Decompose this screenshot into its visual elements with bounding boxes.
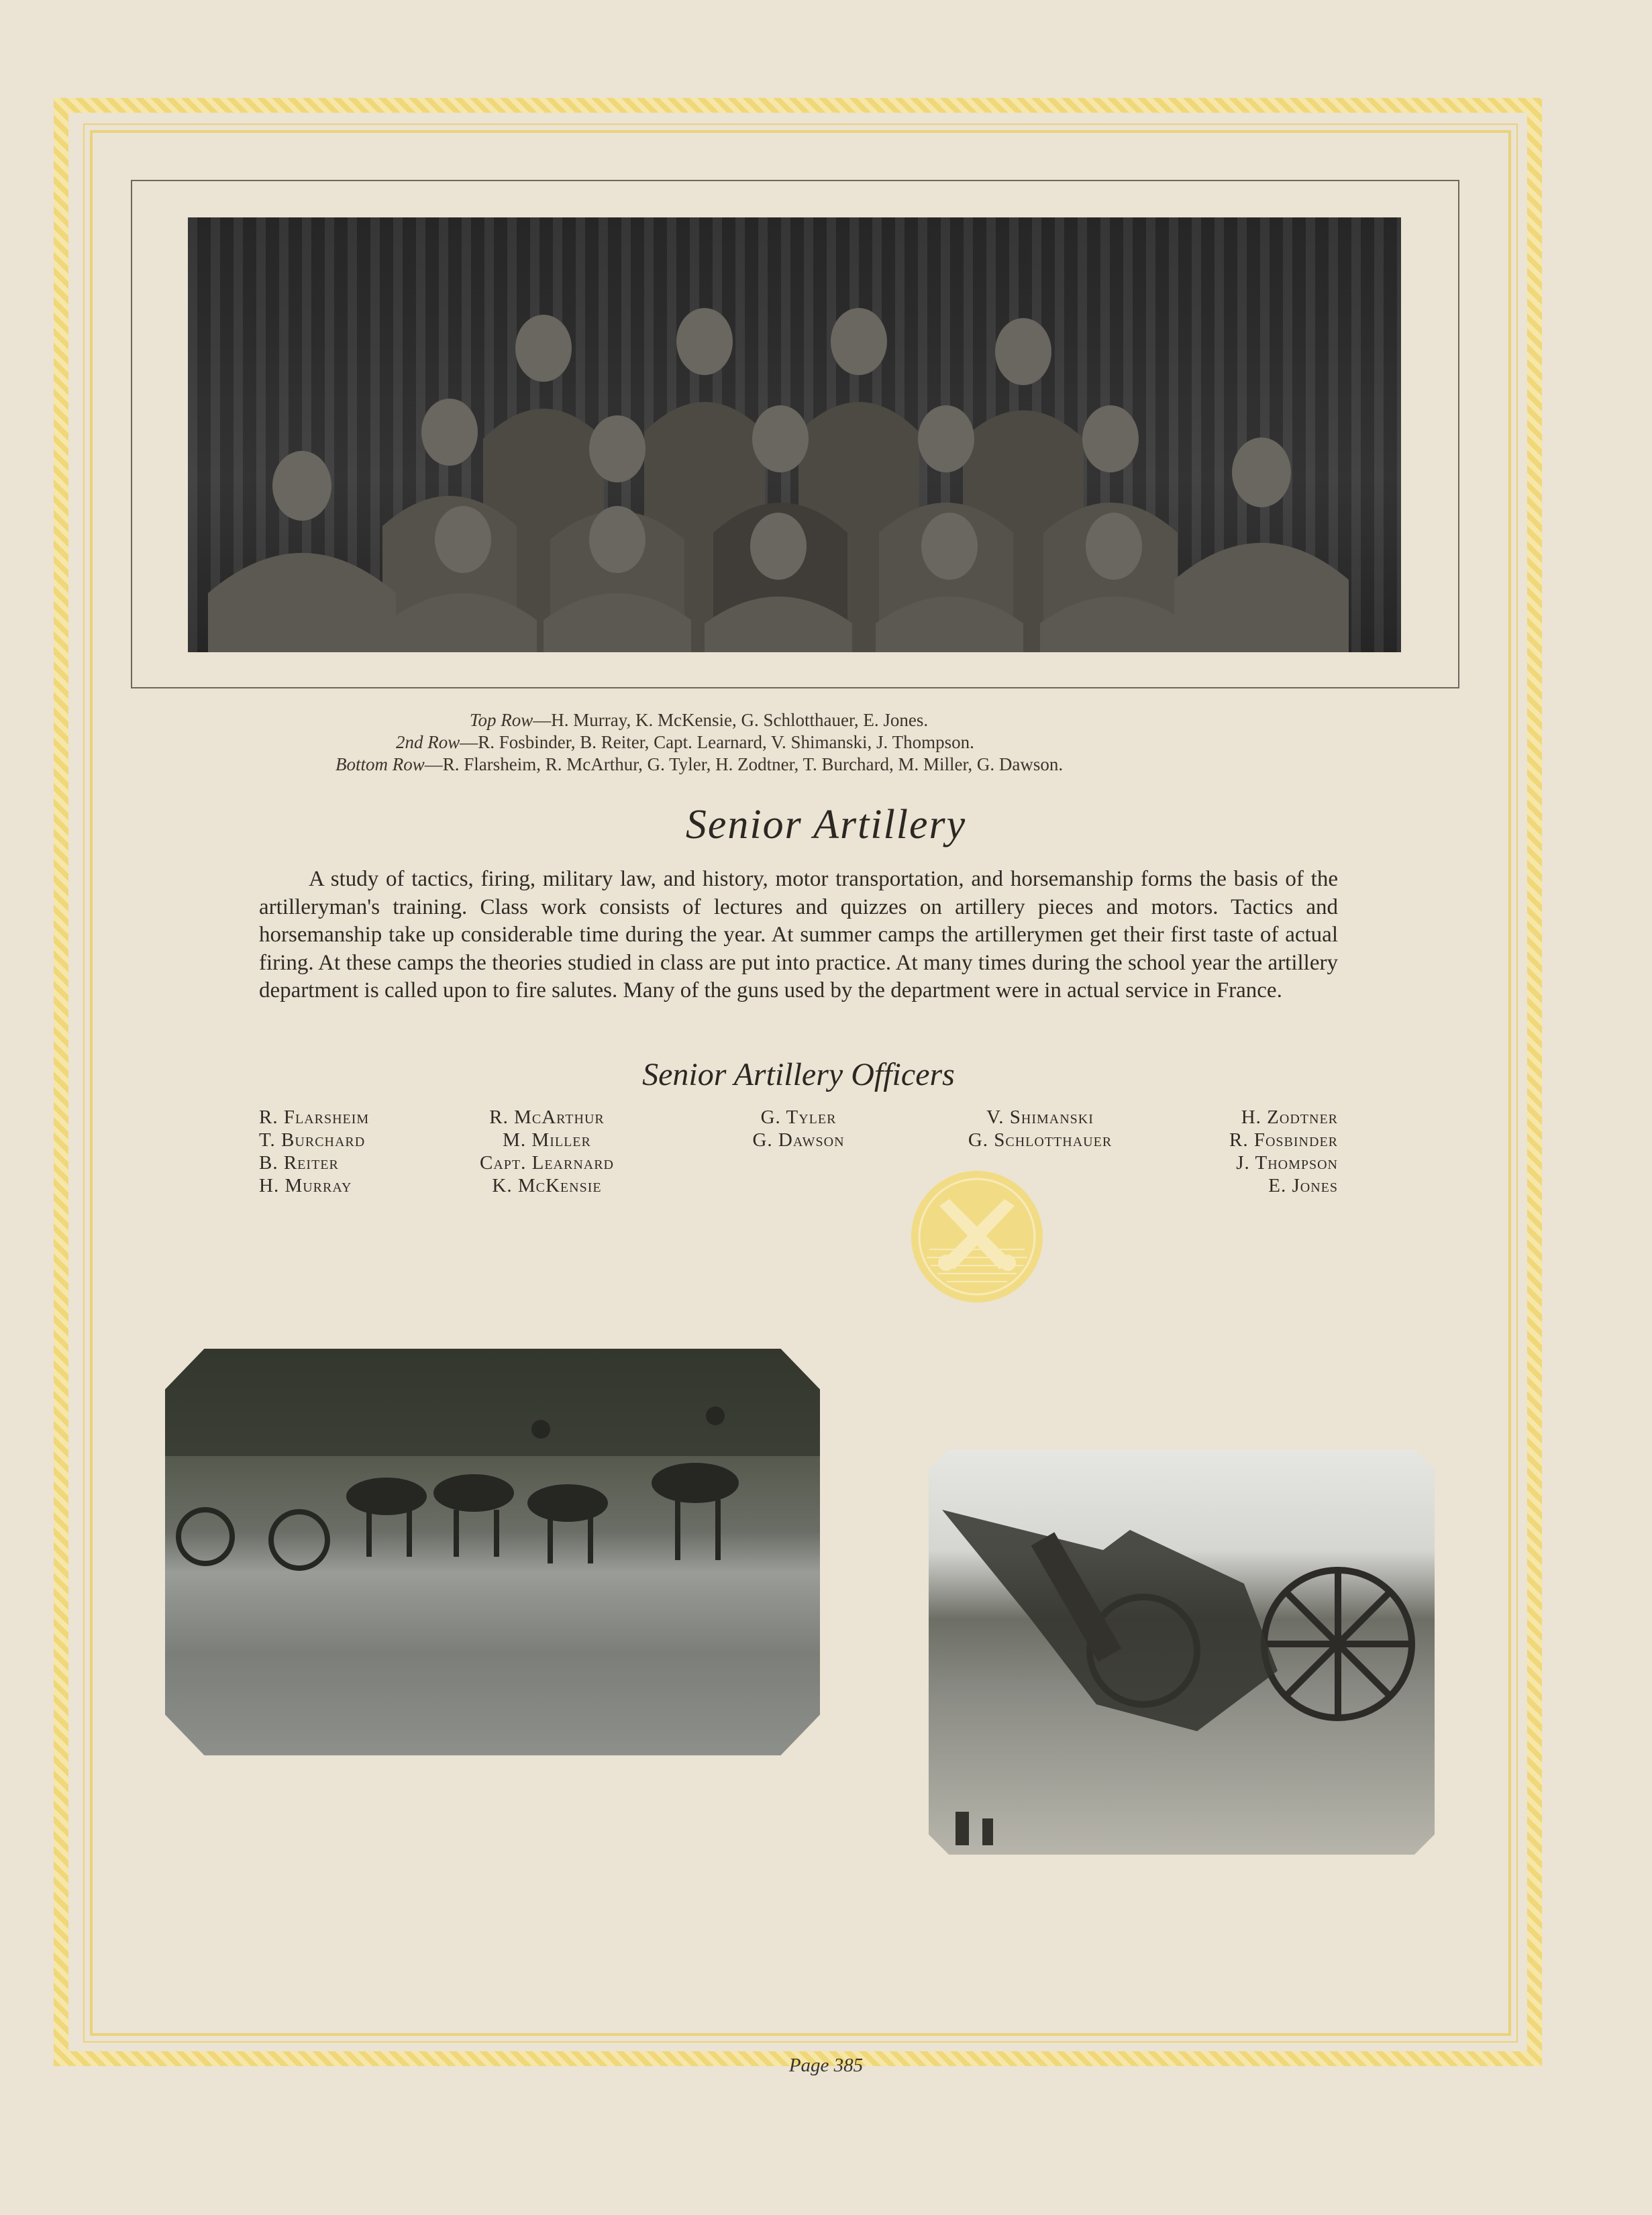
officers-column-5 (1170, 1106, 1338, 1197)
caption-top-row-names: —H. Murray, K. McKensie, G. Schlotthauer, E. Jones. (533, 710, 929, 730)
caption-second-row-names: —R. Fosbinder, B. Reiter, Capt. Learnard, V. Shimanski, J. Thompson. (460, 732, 974, 752)
crossed-cannons-emblem-icon (909, 1169, 1045, 1304)
body-paragraph (259, 866, 1338, 1005)
caption-bottom-row-names: —R. Flarsheim, R. McArthur, G. Tyler, H. Zodtner, T. Burchard, M. Miller, G. Dawson. (424, 754, 1064, 774)
caption-top-row-label: Top Row (470, 710, 533, 730)
officer-name: E. Jones (1268, 1175, 1338, 1196)
officer-name: K. McKensie (492, 1175, 602, 1196)
officer-name: T. Burchard (259, 1129, 366, 1151)
officer-name: H. Murray (259, 1175, 352, 1196)
page-number: Page 385 (788, 2055, 864, 2076)
officers-heading: Senior Artillery Officers (642, 1057, 955, 1092)
caption-second-row-label: 2nd Row (396, 732, 460, 752)
page-title: Senior Artillery (685, 802, 967, 847)
caption-second-row (396, 732, 974, 753)
officer-name: Capt. Learnard (479, 1152, 614, 1174)
officer-name: B. Reiter (259, 1152, 339, 1174)
officer-name: M. Miller (503, 1129, 591, 1151)
officer-name: G. Tyler (760, 1106, 837, 1128)
officers-column-3 (725, 1106, 872, 1151)
officer-name: R. Fosbinder (1229, 1129, 1338, 1151)
caption-top-row (470, 710, 928, 731)
officer-name: G. Dawson (752, 1129, 845, 1151)
officer-name: H. Zodtner (1241, 1106, 1338, 1128)
officers-column-1 (259, 1106, 369, 1197)
caption-bottom-row (335, 754, 1063, 775)
caption-bottom-row-label: Bottom Row (335, 754, 425, 774)
group-photo (188, 217, 1401, 652)
officer-name: R. Flarsheim (259, 1106, 370, 1128)
body-paragraph-text: A study of tactics, firing, military law, and history, motor transportation, and horsemanship forms the basis of the artilleryman's training. Class work consists of lectures and quizzes on artillery pieces and motors. Tactics and horsemanship take up considerable time during the year. At summer camps the artillerymen get their first taste of actual firing. At these camps the theories studied in class are put into practice. At many times during the school year the artillery department is called upon to fire salutes. Many of the guns used by the department were in actual service in France. (259, 867, 1338, 1002)
officers-column-4 (939, 1106, 1141, 1151)
officer-name: R. McArthur (489, 1106, 605, 1128)
officer-name: J. Thompson (1236, 1152, 1338, 1174)
officers-column-2 (463, 1106, 631, 1197)
damaged-cannon-photo (929, 1449, 1435, 1855)
officer-name: G. Schlotthauer (968, 1129, 1113, 1151)
officer-name: V. Shimanski (986, 1106, 1094, 1128)
horse-drawn-artillery-photo (165, 1349, 820, 1755)
